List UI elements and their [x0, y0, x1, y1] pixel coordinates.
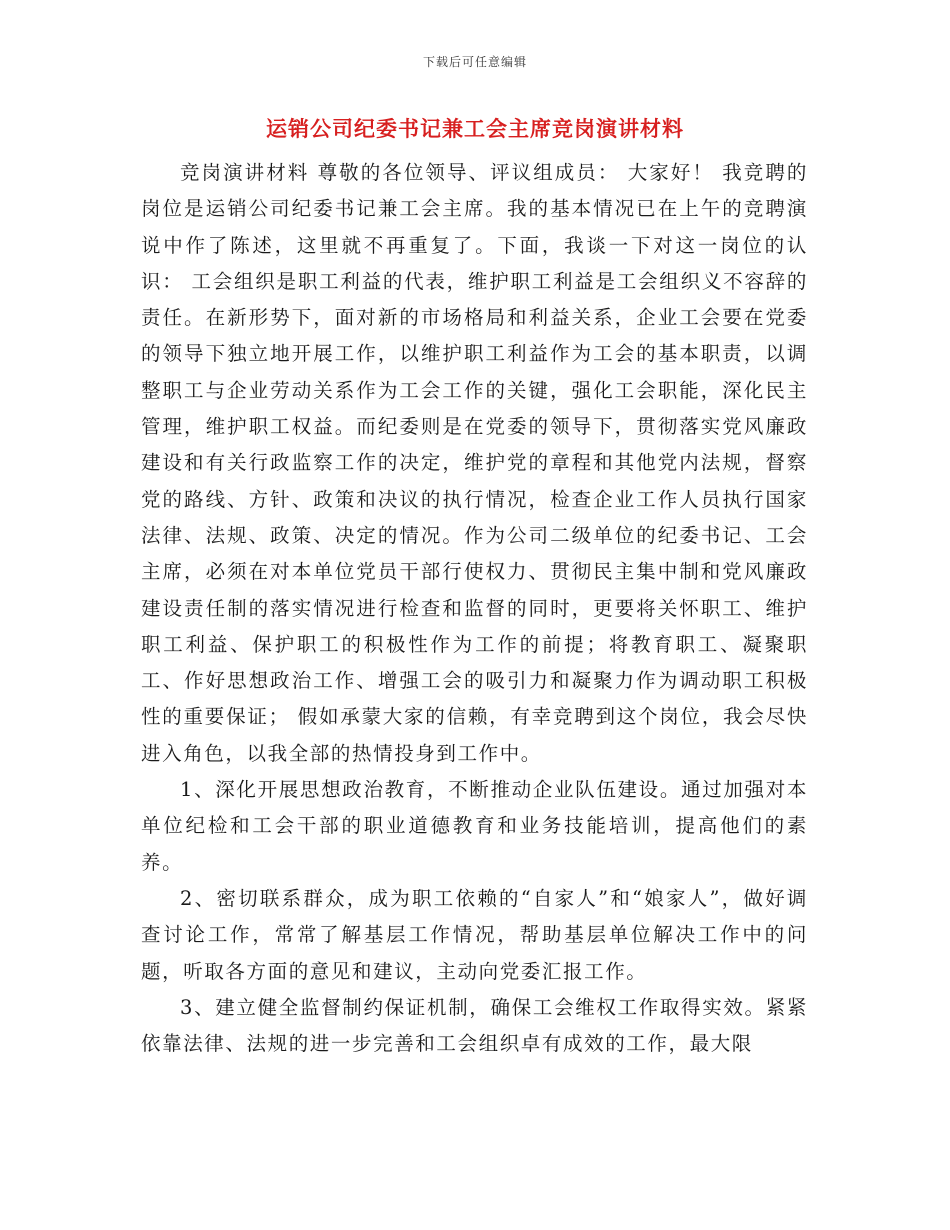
paragraph-item-3: 3、建立健全监督制约保证机制，确保工会维权工作取得实效。紧紧依靠法律、法规的进一步完善和工会组织卓有成效的工作，最大限 — [141, 995, 808, 1056]
header-note: 下载后可任意编辑 — [422, 55, 527, 69]
paragraph-item-1: 1、深化开展思想政治教育，不断推动企业队伍建设。通过加强对本单位纪检和工会干部的职业道德教育和业务技能培训，提高他们的素养。 — [141, 778, 808, 874]
document-title: 运销公司纪委书记兼工会主席竞岗演讲材料 — [266, 116, 684, 141]
paragraph-item-2: 2、密切联系群众，成为职工依赖的“自家人”和“娘家人”，做好调查讨论工作，常常了解基层工作情况，帮助基层单位解决工作中的问题，听取各方面的意见和建议，主动向党委汇报工作。 — [141, 886, 808, 983]
paragraph-intro: 竞岗演讲材料 尊敬的各位领导、评议组成员： 大家好！ 我竞聘的岗位是运销公司纪委书记兼工会主席。我的基本情况已在上午的竞聘演说中作了陈述，这里就不再重复了。下面，我谈一下对这一岗位的认识： 工会组织是职工利益的代表，维护职工利益是工会组织义不容辞的责任。在新形势下，面对新的市场格局和利益关系，企业工会要在党委的领导下独立地开展工作，以维护职工利益作为工会的基本职责，以调整职工与企业劳动关系作为工会工作的关键，强化工会职能，深化民主管理，维护职工权益。而纪委则是在党委的领导下，贯彻落实党风廉政建设和有关行政监察工作的决定，维护党的章程和其他党内法规，督察党的路线、方针、政策和决议的执行情况，检查企业工作人员执行国家法律、法规、政策、决定的情况。作为公司二级单位的纪委书记、工会主席，必须在对本单位党员干部行使权力、贯彻民主集中制和党风廉政建设责任制的落实情况进行检查和监督的同时，更要将关怀职工、维护职工利益、保护职工的积极性作为工作的前提；将教育职工、凝聚职工、作好思想政治工作、增强工会的吸引力和凝聚力作为调动职工积极性的重要保证； 假如承蒙大家的信赖，有幸竞聘到这个岗位，我会尽快进入角色，以我全部的热情投身到工作中。 — [141, 161, 808, 765]
document-body — [141, 155, 808, 1062]
